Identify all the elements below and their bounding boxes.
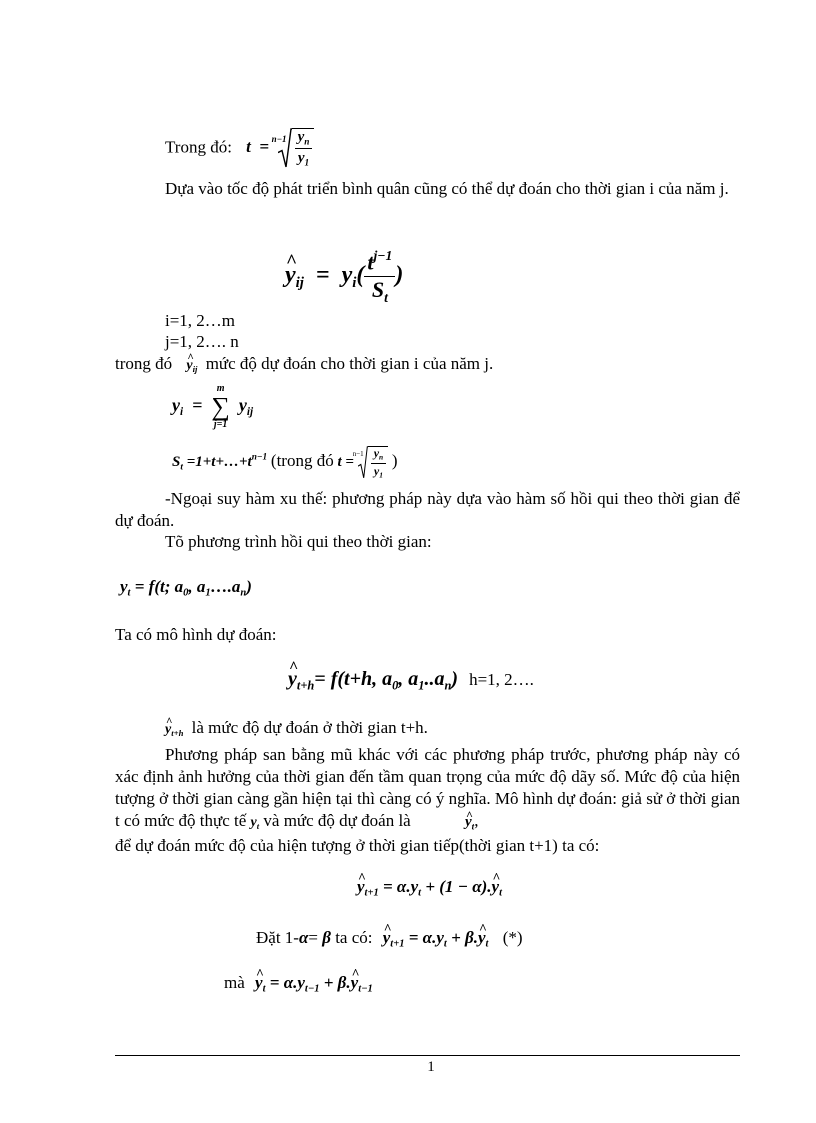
- formula-exponential-smoothing: ^ $y_{t+1} = \alpha.y_t + (1$ − α).^ $y_t$: [357, 877, 502, 899]
- formula-t-root: t = n−1 $\frac{y_n}{y_1}$: [246, 137, 314, 156]
- definition-line: [165, 128, 314, 169]
- definition-label: Trong đó:: [165, 137, 232, 157]
- smoothing-text-1: Phương pháp san bằng mũ khác với các phương pháp trước, phương pháp này có xác định ảnh hưởng của thời gian đến tầm quan trọng của mức độ dãy số. Mức độ của hiện tượng ở thời gian càng gần hiện tại thì càng có ý nghĩa. Mô hình dự đoán: giả sử ở thời gian t có mức độ thực tế: [115, 745, 740, 830]
- i-range: i=1, 2…m: [165, 311, 236, 330]
- set-beta-line: Đặt 1-α= β ta có: ^ $y_{t+1} = \alpha.y_t$ + β.^ $y_t$ (*): [256, 928, 523, 950]
- smoothing-text-2: và mức độ dự đoán là: [263, 811, 411, 830]
- where-suffix: mức độ dự đoán cho thời gian i của năm j.: [205, 354, 494, 373]
- paragraph-regression: Tõ phương trình hồi qui theo thời gian:: [165, 532, 432, 551]
- formula-forecast-model: ^ $y_{t+h}= f(t+h$, $a_0$, $a_1..a_n$) h=1, 2….: [288, 668, 534, 693]
- forecast-note: là mức độ dự đoán ở thời gian t+h.: [191, 718, 428, 737]
- set-prefix: Đặt 1-: [256, 928, 299, 947]
- where-prefix: trong đó: [115, 354, 173, 373]
- formula-forecast-ij: ^ $y_{ij} = y_i$( $\frac{t^{j-1}}{S_t}$ ): [285, 248, 403, 305]
- ma-label: mà: [224, 973, 245, 992]
- paragraph-model: Ta có mô hình dự đoán:: [115, 625, 277, 644]
- paragraph-smoothing: Phương pháp san bằng mũ khác với các phương pháp trước, phương pháp này có xác định ảnh hưởng của thời gian đến tầm quan trọng của mức độ dãy số. Mức độ của hiện tượng ở thời gian càng gần hiện tại thì càng có ý nghĩa. Mô hình dự đoán: giả sử ở thời gian t có mức độ thực tế $y_t$ và mức độ dự đoán là ^ $y_t$,: [115, 744, 740, 838]
- formula-regression: $y_t = f(t$; $a_0$, $a_1\dots.a_n$): [120, 577, 252, 599]
- formula-st: $S_t$ $=1+t+\dots+t^{n-1}$ (trong đó t = n−1 $\frac{y_n}{y_1}$ ): [172, 446, 398, 480]
- where-line: trong đó ^ $y_{ij}$ mức độ dự đoán cho thời gian i của năm j.: [115, 354, 493, 374]
- formula-sum-yi: $y_i$ = m ∑ j=1 $y_{ij}$: [172, 383, 254, 430]
- st-close-label: ): [391, 451, 398, 471]
- set-mid: ta có:: [335, 928, 373, 947]
- paragraph-next: để dự đoán mức độ của hiện tượng ở thời gian tiếp(thời gian t+1) ta có:: [115, 836, 600, 855]
- smoothing-text-3: ,: [474, 811, 479, 830]
- paragraph-average-growth: Dựa vào tốc độ phát triển bình quân cũng có thể dự đoán cho thời gian i của năm j.: [165, 179, 729, 198]
- footer-rule: [115, 1055, 740, 1056]
- ma-line: mà ^ $y_t = \alpha.y_{t-1}$ + β.^ $y_{t-1}$: [224, 973, 373, 995]
- st-open-label: (trong đó: [270, 451, 334, 471]
- paragraph-extrapolation: -Ngoại suy hàm xu thế: phương pháp này dựa vào hàm số hồi qui theo thời gian để dự đoán.: [115, 489, 740, 530]
- forecast-note-line: ^ $y_{t+h}$ là mức độ dự đoán ở thời gian t+h.: [165, 718, 428, 738]
- h-range: h=1, 2….: [469, 670, 534, 689]
- page-number: 1: [427, 1059, 435, 1075]
- j-range: j=1, 2…. n: [165, 332, 239, 351]
- set-star: (*): [502, 928, 523, 947]
